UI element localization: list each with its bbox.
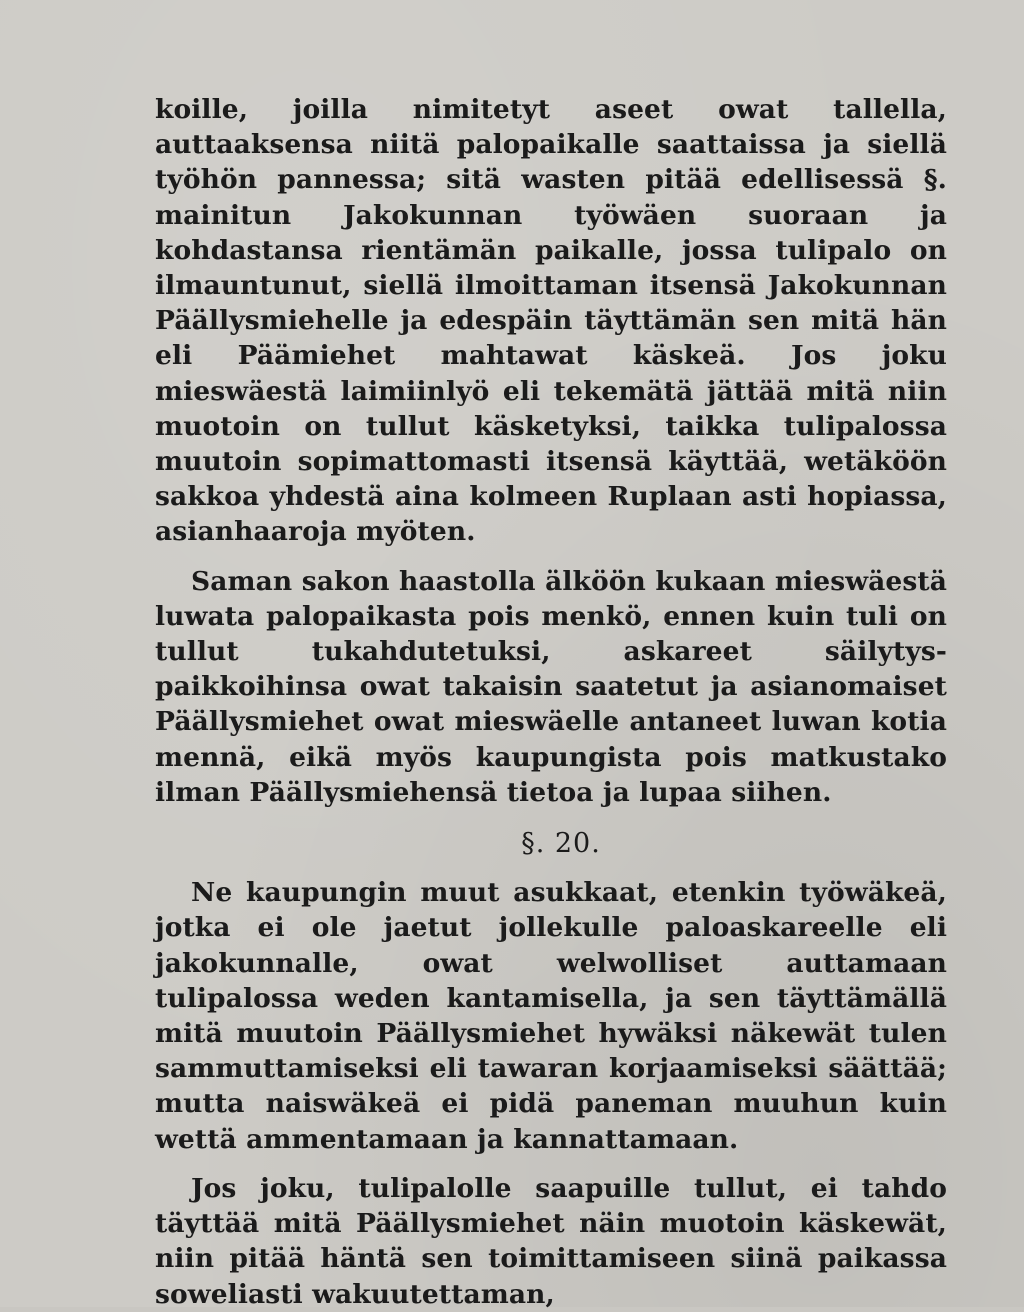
paragraph: Saman sakon haastolla älköön kukaan mieswäestä luwata palopaikasta pois menkö, ennen kuin tuli on tullut tukahdutetuksi, askareet säilytys-paikkoihinsa owat takaisin saatetut ja asianomaiset Päällysmiehet owat mieswäelle antaneet luwan kotia mennä, eikä myös kaupungista pois matkustako ilman Päällysmiehensä tietoa ja lupaa siihen.	[155, 565, 947, 808]
paragraph-continued: koille, joilla nimitetyt aseet owat tallella, auttaaksensa niitä palopaikalle saattaissa ja siellä työhön pannessa; sitä wasten pitää edellisessä §. mainitun Jakokunnan työwäen suoraan ja kohdastansa rientämän paikalle, jossa tulipalo on ilmauntunut, siellä ilmoittaman itsensä Jakokunnan Päällysmiehelle ja edespäin täyttämän sen mitä hän eli Päämiehet mahtawat käskeä. Jos joku mieswäestä laimiinlyö eli tekemätä jättää mitä niin muotoin on tullut käsketyksi, taikka tulipalossa muutoin sopimattomasti itsensä käyttää, wetäköön sakkoa yhdestä aina kolmeen Ruplaan asti hopiassa, asianhaaroja myöten.	[155, 94, 947, 548]
paragraph: Ne kaupungin muut asukkaat, etenkin työwäkeä, jotka ei ole jaetut jollekulle paloaskareelle eli jakokunnalle, owat welwolliset auttamaan tulipalossa weden kantamisella, ja sen täyttämällä mitä muutoin Päällysmiehet hywäksi näkewät tulen sammuttamiseksi eli tawaran korjaamiseksi säättää; mutta naiswäkeä ei pidä paneman muuhun kuin wettä ammentamaan ja kannattamaan.	[155, 877, 947, 1155]
text-block	[155, 92, 947, 1312]
section-heading: §. 20.	[521, 828, 601, 860]
paragraph: Jos joku, tulipalolle saapuille tullut, ei tahdo täyttää mitä Päällysmiehet näin muotoin käskewät, niin pitää häntä sen toimittamiseen siinä paikassa soweliasti wakuutettaman,	[155, 1172, 947, 1310]
